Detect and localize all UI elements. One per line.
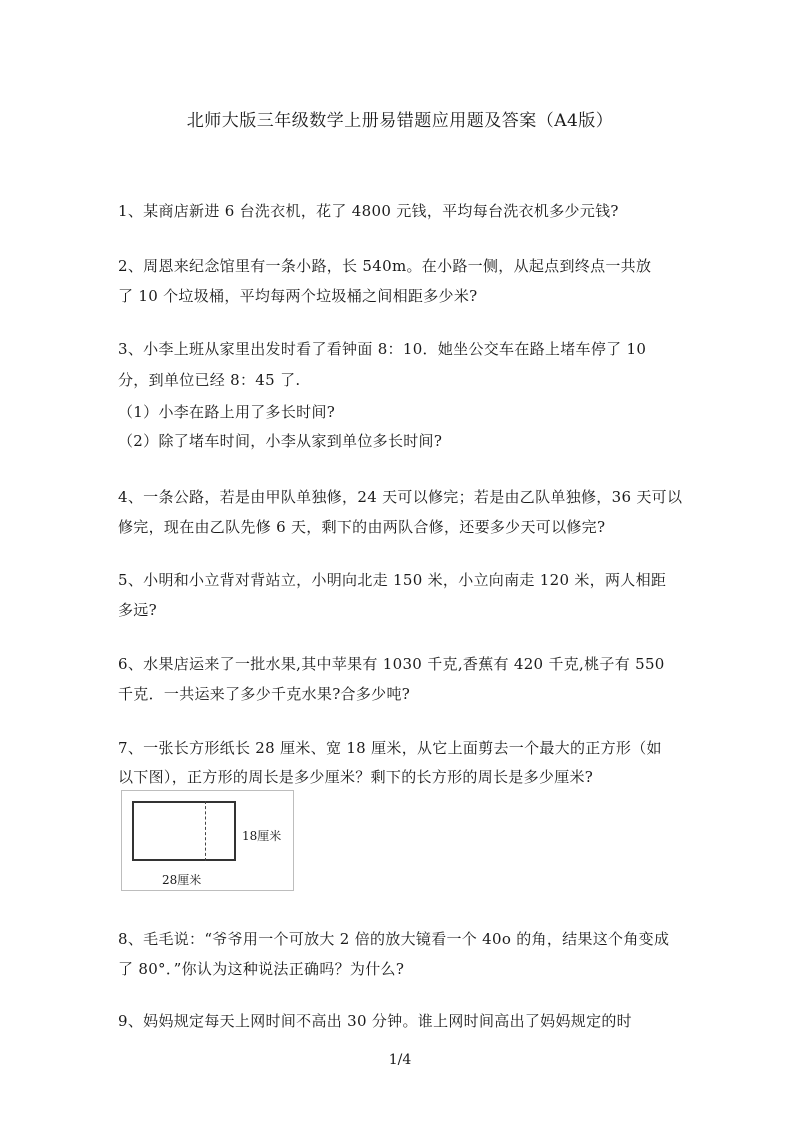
problem-6-line-1: 6、水果店运来了一批水果,其中苹果有 1030 千克,香蕉有 420 千克,桃子有 550 xyxy=(118,655,665,673)
problem-4-line-1: 4、一条公路，若是由甲队单独修，24 天可以修完；若是由乙队单独修，36 天可以 xyxy=(118,488,683,506)
height-label: 18厘米 xyxy=(242,829,282,843)
problem-2-line-2: 了 10 个垃圾桶，平均每两个垃圾桶之间相距多少米? xyxy=(118,287,478,305)
problem-8-line-2: 了 80°．”你认为这种说法正确吗？为什么? xyxy=(118,960,405,978)
rectangle-figure xyxy=(121,790,294,891)
problem-3-subquestion-1: （1）小李在路上用了多长时间? xyxy=(118,403,336,421)
problem-8-line-1: 8、毛毛说：“爷爷用一个可放大 2 倍的放大镜看一个 40o 的角，结果这个角变成 xyxy=(118,930,670,948)
problem-4-line-2: 修完，现在由乙队先修 6 天，剩下的由两队合修，还要多少天可以修完? xyxy=(118,518,606,536)
problem-7-line-1: 7、一张长方形纸长 28 厘米、宽 18 厘米，从它上面剪去一个最大的正方形（如 xyxy=(118,739,662,757)
problem-5-line-2: 多远? xyxy=(118,601,157,619)
problem-3-subquestion-2: （2）除了堵车时间，小李从家到单位多长时间? xyxy=(118,432,443,450)
rectangle-outline xyxy=(132,801,236,861)
problem-9-line-1: 9、妈妈规定每天上网时间不高出 30 分钟。谁上网时间高出了妈妈规定的时 xyxy=(118,1012,632,1030)
problem-5-line-1: 5、小明和小立背对背站立，小明向北走 150 米，小立向南走 120 米，两人相距 xyxy=(118,571,667,589)
square-cut-dashed-line xyxy=(205,801,206,861)
problem-7-line-2: 以下图），正方形的周长是多少厘米？剩下的长方形的周长是多少厘米? xyxy=(118,768,594,786)
problem-3-line-1: 3、小李上班从家里出发时看了看钟面 8：10．她坐公交车在路上堵车停了 10 xyxy=(118,340,647,358)
page-number: 1/4 xyxy=(388,1052,412,1068)
problem-1-line-1: 1、某商店新进 6 台洗衣机，花了 4800 元钱，平均每台洗衣机多少元钱? xyxy=(118,202,619,220)
width-label: 28厘米 xyxy=(162,873,202,887)
problem-2-line-1: 2、周恩来纪念馆里有一条小路，长 540m。在小路一侧，从起点到终点一共放 xyxy=(118,257,652,275)
page-title: 北师大版三年级数学上册易错题应用题及答案（A4版） xyxy=(186,111,614,131)
problem-3-line-2: 分，到单位已经 8：45 了. xyxy=(118,371,301,389)
problem-6-line-2: 千克．一共运来了多少千克水果?合多少吨? xyxy=(118,685,411,703)
